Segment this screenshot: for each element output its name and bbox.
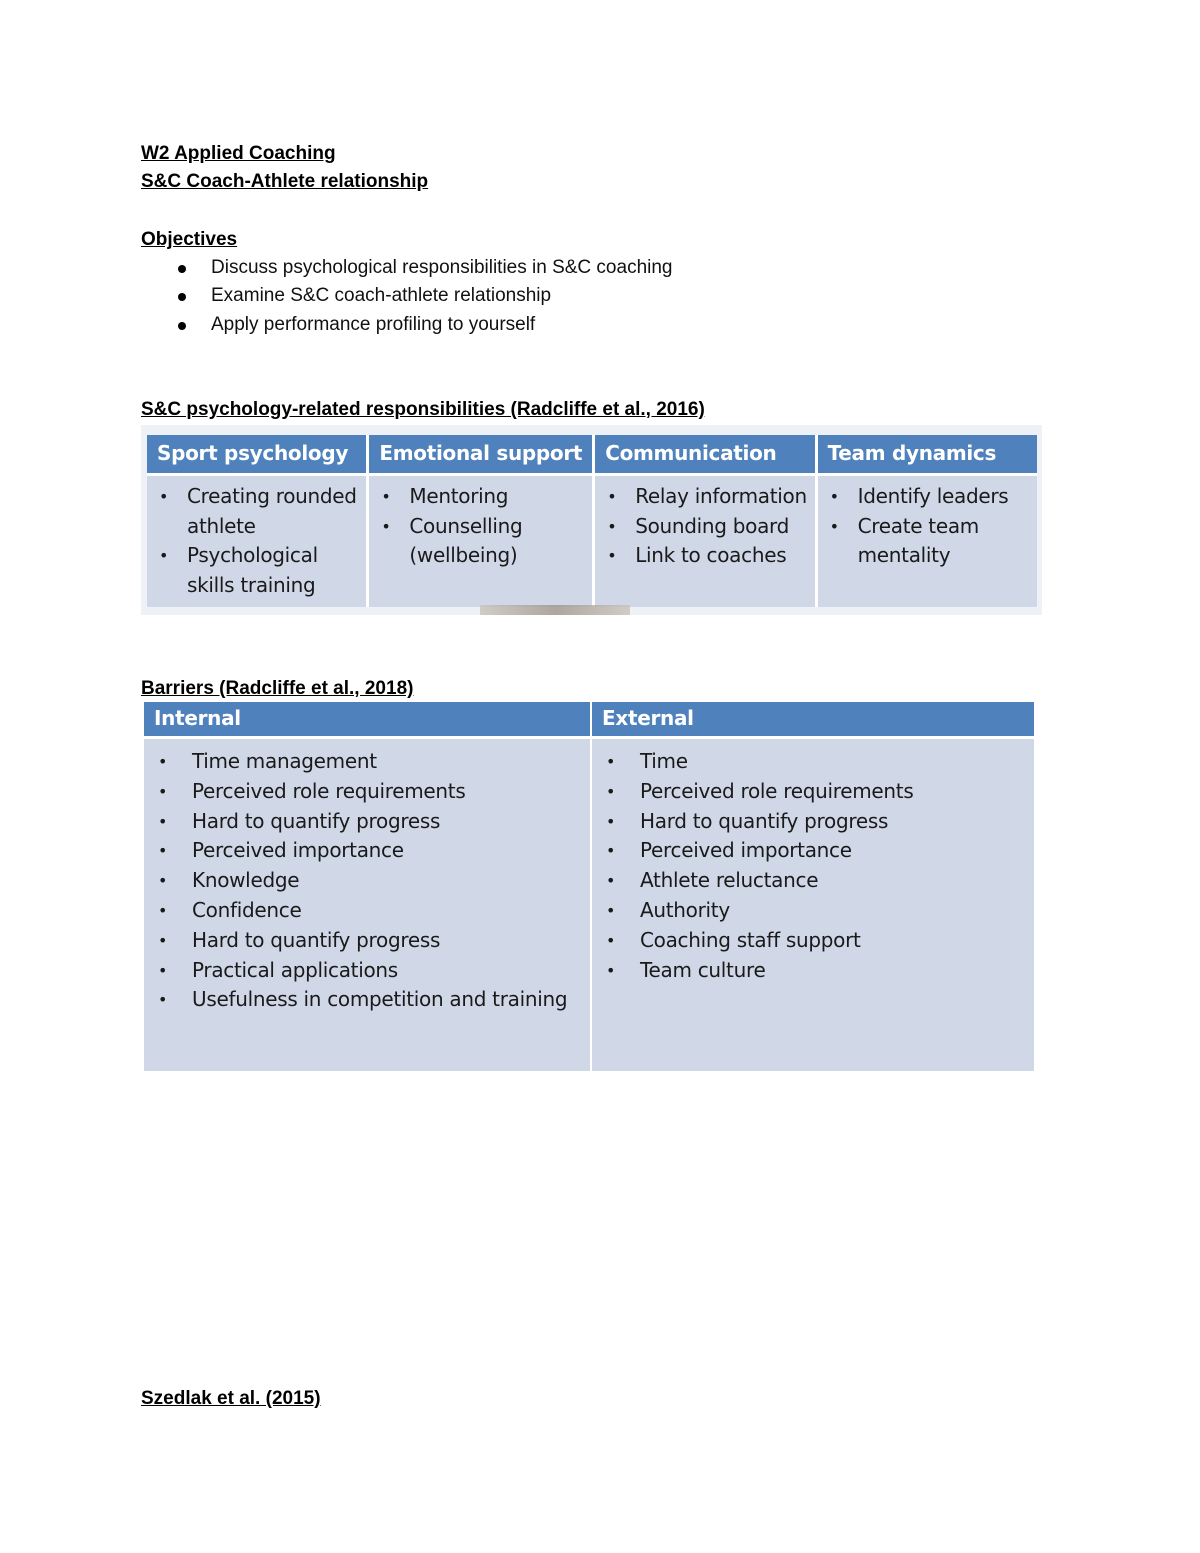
list-item: • Perceived importance: [600, 836, 1028, 866]
list-item: • Authority: [600, 896, 1028, 926]
bullet-icon: [178, 265, 186, 273]
list-item: • Relay information: [603, 482, 808, 512]
objective-item: Apply performance profiling to yourself: [211, 313, 535, 337]
column-cell: [595, 476, 814, 607]
column-cell: [369, 476, 592, 607]
bullet-icon: [178, 322, 186, 330]
list-item: • Time management: [152, 747, 584, 777]
objectives-heading: Objectives: [141, 229, 238, 250]
list-item: • Athlete reluctance: [600, 866, 1028, 896]
column-cell: [818, 476, 1037, 607]
list-item: • Time: [600, 747, 1028, 777]
list-item: • Knowledge: [152, 866, 584, 896]
list-item: • Perceived importance: [152, 836, 584, 866]
list-item: • Hard to quantify progress: [152, 807, 584, 837]
bullet-icon: [178, 293, 186, 301]
list-item: • Identify leaders: [826, 482, 1031, 512]
internal-header: Internal: [144, 702, 590, 736]
column-header: Communication: [595, 435, 814, 473]
list-item: • Hard to quantify progress: [600, 807, 1028, 837]
list-item: • Counselling (wellbeing): [377, 512, 586, 571]
list-item: • Perceived role requirements: [600, 777, 1028, 807]
internal-cell: [144, 739, 590, 1071]
responsibilities-table-image: [141, 425, 1042, 615]
list-item: • Creating rounded athlete: [155, 482, 360, 541]
list-item: • Mentoring: [377, 482, 586, 512]
objective-item: Examine S&C coach-athlete relationship: [211, 284, 551, 308]
doc-title: W2 Applied Coaching: [141, 143, 336, 164]
list-item: • Sounding board: [603, 512, 808, 542]
objective-item: Discuss psychological responsibilities in S&C coaching: [211, 256, 673, 280]
barriers-heading: Barriers (Radcliffe et al., 2018): [141, 678, 414, 699]
list-item: • Practical applications: [152, 956, 584, 986]
list-item: • Hard to quantify progress: [152, 926, 584, 956]
external-header: External: [592, 702, 1034, 736]
list-item: • Team culture: [600, 956, 1028, 986]
list-item: • Psychological skills training: [155, 541, 360, 600]
column-header: Sport psychology: [147, 435, 366, 473]
column-header: Emotional support: [369, 435, 592, 473]
doc-subtitle: S&C Coach-Athlete relationship: [141, 171, 429, 192]
column-header: Team dynamics: [818, 435, 1037, 473]
list-item: • Coaching staff support: [600, 926, 1028, 956]
list-item: • Usefulness in competition and training: [152, 985, 584, 1015]
szedlak-heading: Szedlak et al. (2015): [141, 1388, 321, 1409]
barriers-table-image: [144, 702, 1034, 1071]
list-item: • Link to coaches: [603, 541, 808, 571]
list-item: • Confidence: [152, 896, 584, 926]
list-item: • Perceived role requirements: [152, 777, 584, 807]
list-item: • Create team mentality: [826, 512, 1031, 571]
external-cell: [592, 739, 1034, 1071]
column-cell: [147, 476, 366, 607]
image-background-stripe: [480, 605, 630, 615]
responsibilities-heading: S&C psychology-related responsibilities (Radcliffe et al., 2016): [141, 399, 705, 420]
